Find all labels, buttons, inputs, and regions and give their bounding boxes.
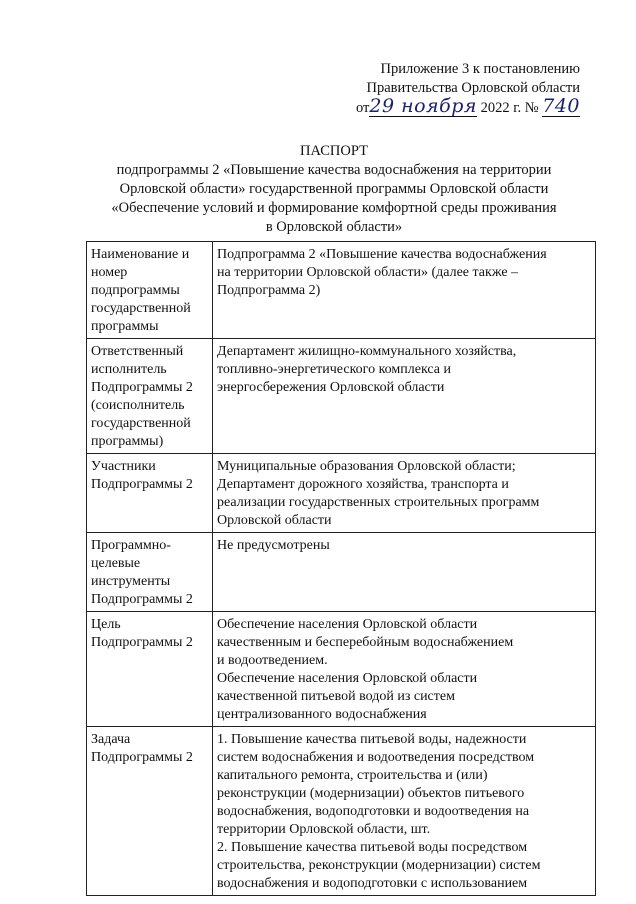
number-field [542, 95, 580, 117]
row-value-line: 1. Повышение качества питьевой воды, надежности [217, 732, 527, 747]
table-row [87, 454, 596, 533]
row-label-line: Ответственный [91, 344, 184, 359]
row-label-line: Подпрограммы 2 [91, 635, 193, 650]
row-label-line: Цель [91, 617, 121, 632]
row-label-line: Наименование и [91, 247, 190, 262]
row-value-line: качественной питьевой водой из систем [217, 689, 455, 704]
row-label-line: Подпрограммы 2 [91, 750, 193, 765]
row-label-cell [87, 533, 213, 612]
row-value-line: качественным и бесперебойным водоснабжением [217, 635, 514, 650]
title-passport: ПАСПОРТ [300, 143, 368, 159]
row-label-line: Программно- [91, 538, 171, 553]
table-row [87, 242, 596, 339]
appendix-line-1: Приложение 3 к постановлению [380, 61, 580, 77]
table-row [87, 727, 596, 896]
row-label-line: исполнитель [91, 362, 167, 377]
row-value-line: централизованного водоснабжения [217, 707, 427, 722]
row-label-cell [87, 339, 213, 454]
row-label-line: целевые [91, 556, 141, 571]
document-title [78, 142, 590, 237]
date-field [369, 95, 477, 117]
row-value-line: строительства, реконструкции (модернизации) систем [217, 858, 541, 873]
table-row [87, 533, 596, 612]
row-value-cell [213, 339, 596, 454]
row-value-line: Обеспечение населения Орловской области [217, 617, 478, 632]
row-value-line: на территории Орловской области» (далее также – [217, 265, 519, 280]
row-value-line: реконструкции (модернизации) объектов питьевого [217, 786, 525, 801]
handwritten-date: 29 ноября [369, 95, 477, 117]
row-value-line: Муниципальные образования Орловской области; [217, 459, 516, 474]
row-value-line: водоснабжения и водоподготовки с использованием [217, 876, 528, 891]
row-label-line: программы [91, 319, 159, 334]
title-line-2: подпрограммы 2 «Повышение качества водоснабжения на территории [116, 162, 552, 178]
passport-table-body [87, 242, 596, 896]
row-label-line: номер [91, 265, 128, 280]
row-value-line: реализации государственных строительных программ [217, 495, 540, 510]
row-label-line: Подпрограммы 2 [91, 380, 193, 395]
row-value-cell [213, 727, 596, 896]
appendix-date-line [330, 95, 580, 118]
row-label-line: государственной [91, 416, 191, 431]
appendix-line-2: Правительства Орловской области [366, 80, 580, 96]
appendix-header [330, 60, 580, 118]
row-label-cell [87, 612, 213, 727]
passport-table [86, 241, 596, 896]
handwritten-number: 740 [542, 95, 580, 117]
row-label-cell [87, 242, 213, 339]
row-label-line: программы) [91, 434, 164, 449]
row-value-line: систем водоснабжения и водоотведения посредством [217, 750, 535, 765]
row-value-line: и водоотведением. [217, 653, 328, 668]
row-value-line: Орловской области [217, 513, 332, 528]
table-row [87, 339, 596, 454]
row-value-line: территории Орловской области, шт. [217, 822, 431, 837]
row-value-line: Обеспечение населения Орловской области [217, 671, 478, 686]
row-value-line: топливно-энергетического комплекса и [217, 362, 451, 377]
row-label-line: подпрограммы [91, 283, 180, 298]
row-value-line: энергосбережения Орловской области [217, 380, 445, 395]
row-value-line: Подпрограмма 2) [217, 283, 321, 298]
row-label-line: Участники [91, 459, 156, 474]
row-value-cell [213, 533, 596, 612]
title-line-5: в Орловской области» [265, 219, 403, 235]
row-label-cell [87, 454, 213, 533]
row-value-line: водоснабжения, водоподготовки и водоотведения на [217, 804, 530, 819]
row-value-line: 2. Повышение качества питьевой воды посредством [217, 840, 528, 855]
row-value-line: Не предусмотрены [217, 538, 330, 553]
row-value-line: Подпрограмма 2 «Повышение качества водоснабжения [217, 247, 547, 262]
row-value-cell [213, 612, 596, 727]
row-value-line: Департамент жилищно-коммунального хозяйства, [217, 344, 517, 359]
row-label-line: Задача [91, 732, 131, 747]
date-prefix: от [355, 100, 370, 116]
row-label-line: государственной [91, 301, 191, 316]
row-value-line: Департамент дорожного хозяйства, транспорта и [217, 477, 509, 492]
title-line-4: «Обеспечение условий и формирование комфортной среды проживания [111, 200, 557, 216]
row-label-line: инструменты [91, 574, 171, 589]
table-row [87, 612, 596, 727]
row-value-cell [213, 242, 596, 339]
row-value-line: капитального ремонта, строительства и (или) [217, 768, 488, 783]
title-line-3: Орловской области» государственной программы Орловской области [119, 181, 549, 197]
row-value-cell [213, 454, 596, 533]
row-label-line: Подпрограммы 2 [91, 477, 193, 492]
row-label-line: (соисполнитель [91, 398, 185, 413]
row-label-cell [87, 727, 213, 896]
date-year: 2022 г. № [480, 100, 539, 116]
row-label-line: Подпрограммы 2 [91, 592, 193, 607]
